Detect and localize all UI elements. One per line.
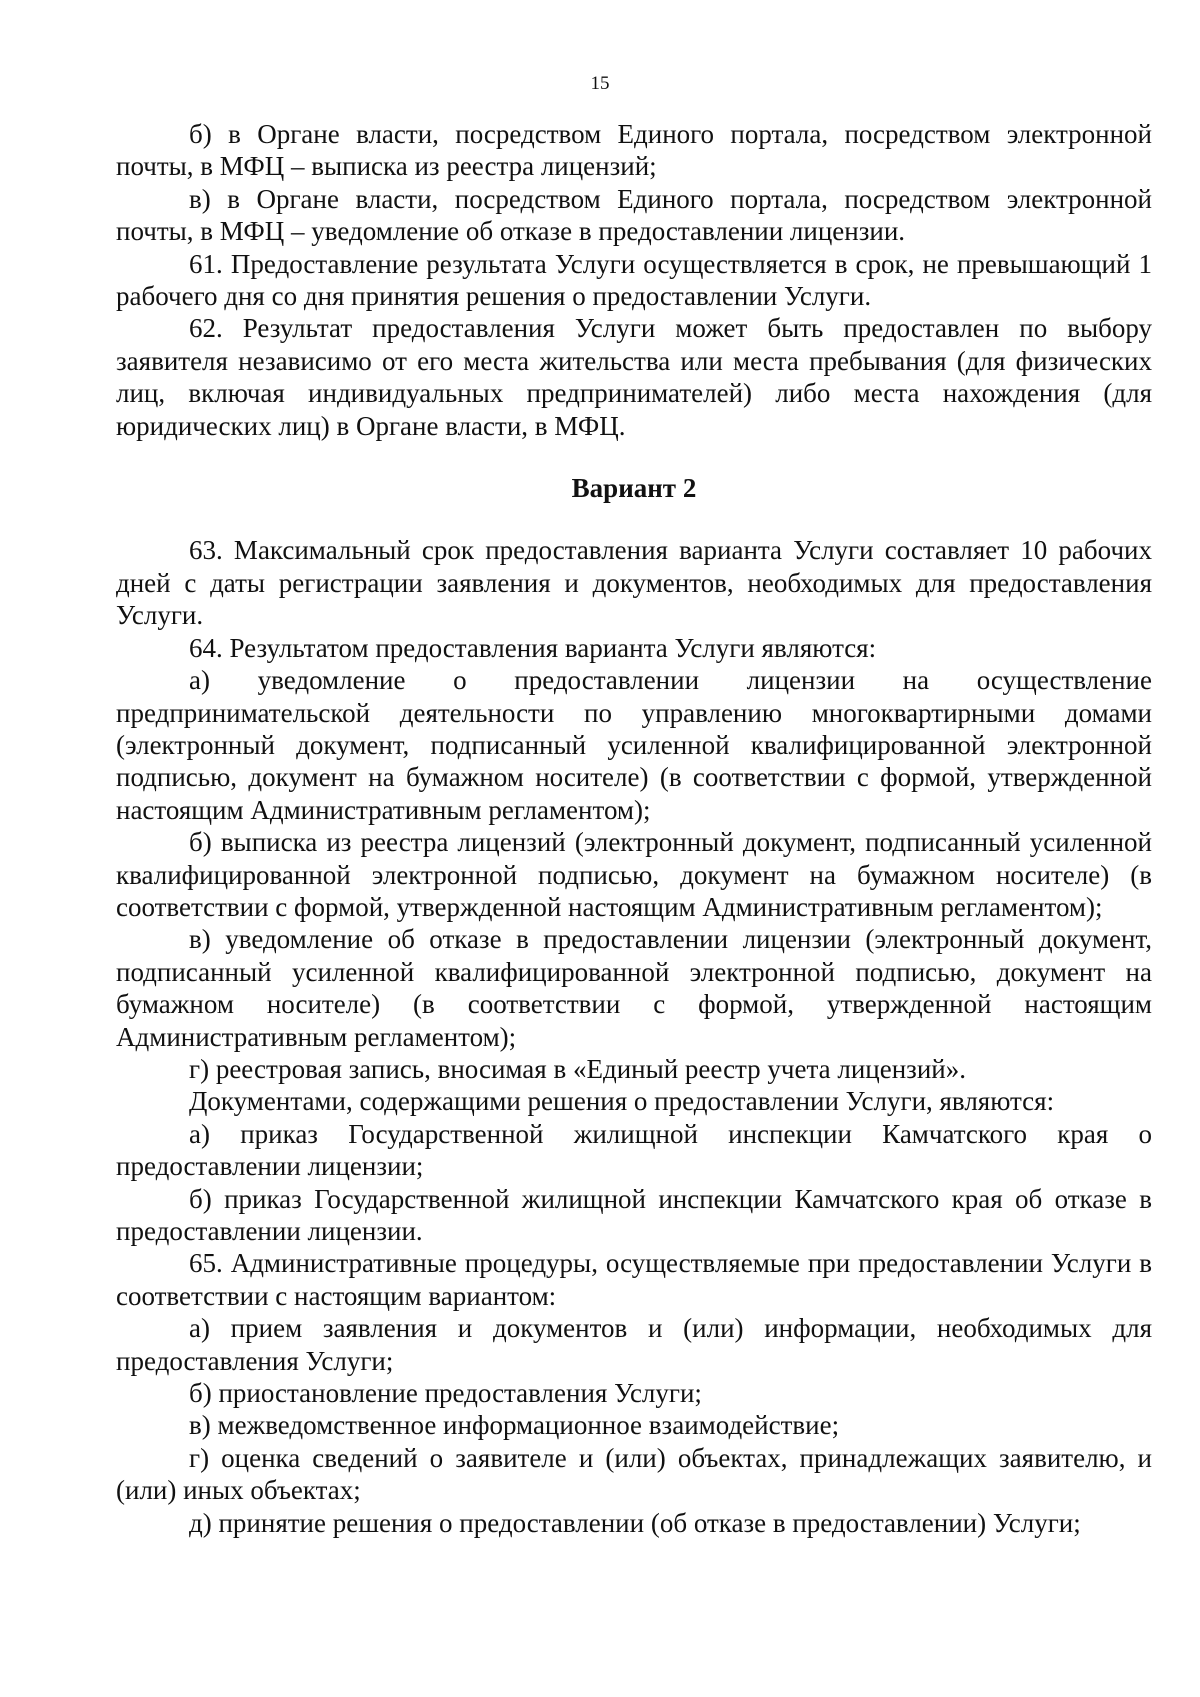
paragraph: 62. Результат предоставления Услуги может быть предоставлен по выбору заявителя независимо от его места жительства или места пребывания (для физических лиц, включая индивидуальных предпринимателей) либо места нахождения (для юридических лиц) в Органе власти, в МФЦ. — [116, 313, 1152, 441]
document-body — [116, 118, 1152, 1539]
paragraph: а) прием заявления и документов и (или) информации, необходимых для предоставления Услуги; — [116, 1313, 1152, 1376]
page-number: 15 — [590, 73, 610, 94]
paragraph: г) реестровая запись, вносимая в «Единый реестр учета лицензий». — [189, 1053, 966, 1084]
paragraph: Документами, содержащими решения о предоставлении Услуги, являются: — [189, 1086, 1055, 1117]
paragraph: б) в Органе власти, посредством Единого портала, посредством электронной почты, в МФЦ – выписка из реестра лицензий; — [116, 119, 1152, 182]
paragraph: в) уведомление об отказе в предоставлении лицензии (электронный документ, подписанный усиленной квалифицированной электронной подписью, документ на бумажном носителе) (в соответствии с формой, утвержденной настоящим Административным регламентом); — [116, 924, 1152, 1052]
paragraph: в) в Органе власти, посредством Единого портала, посредством электронной почты, в МФЦ – уведомление об отказе в предоставлении лицензии. — [116, 183, 1152, 247]
paragraph: д) принятие решения о предоставлении (об отказе в предоставлении) Услуги; — [189, 1507, 1081, 1538]
paragraph: г) оценка сведений о заявителе и (или) объектах, принадлежащих заявителю, и (или) иных объектах; — [116, 1442, 1152, 1506]
paragraph: 65. Административные процедуры, осуществляемые при предоставлении Услуги в соответствии с настоящим вариантом: — [116, 1248, 1152, 1311]
paragraph: б) приостановление предоставления Услуги; — [189, 1378, 702, 1409]
paragraph: б) приказ Государственной жилищной инспекции Камчатского края об отказе в предоставлении лицензии. — [116, 1183, 1152, 1246]
paragraph: 61. Предоставление результата Услуги осуществляется в срок, не превышающий 1 рабочего дня со дня принятия решения о предоставлении Услуги. — [116, 248, 1152, 312]
paragraph: 64. Результатом предоставления варианта Услуги являются: — [189, 632, 877, 663]
paragraph: 63. Максимальный срок предоставления варианта Услуги составляет 10 рабочих дней с даты регистрации заявления и документов, необходимых для предоставления Услуги. — [116, 535, 1152, 631]
section-heading: Вариант 2 — [571, 473, 697, 504]
paragraph: б) выписка из реестра лицензий (электронный документ, подписанный усиленной квалифицированной электронной подписью, документ на бумажном носителе) (в соответствии с формой, утвержденной настоящим Административным регламентом); — [116, 827, 1152, 922]
paragraph: в) межведомственное информационное взаимодействие; — [189, 1410, 840, 1441]
paragraph: а) приказ Государственной жилищной инспекции Камчатского края о предоставлении лицензии; — [116, 1118, 1152, 1182]
paragraph: а) уведомление о предоставлении лицензии на осуществление предпринимательской деятельности по управлению многоквартирными домами (электронный документ, подписанный усиленной квалифицированной электронной подписью, документ на бумажном носителе) (в соответствии с формой, утвержденной настоящим Административным регламентом); — [116, 665, 1152, 825]
